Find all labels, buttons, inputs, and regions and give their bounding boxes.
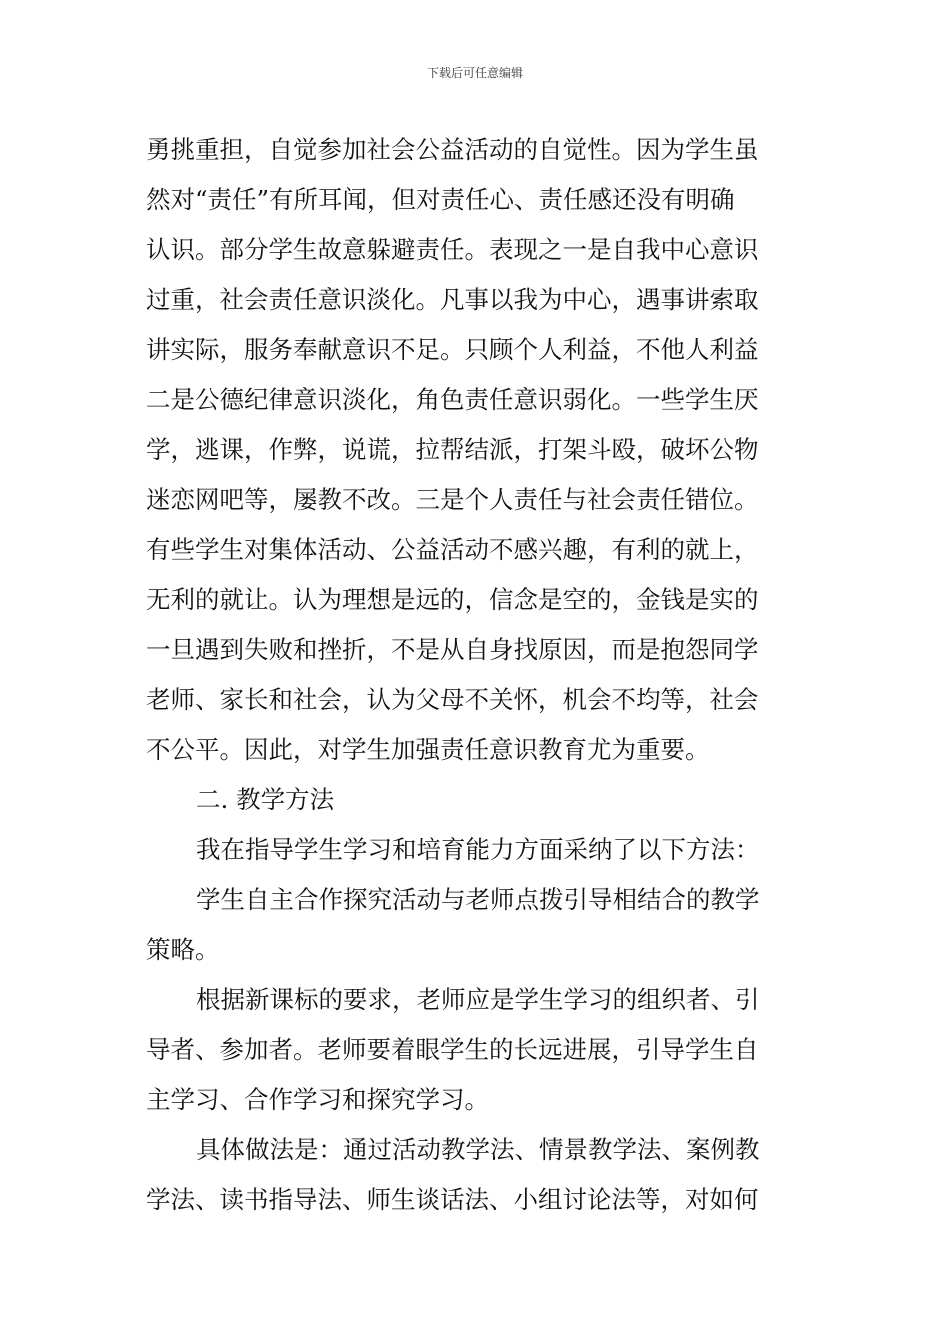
text-line: 不公平。因此，对学生加强责任意识教育尤为重要。 — [146, 735, 710, 764]
text-line: 一旦遇到失败和挫折，不是从自身找原因，而是抱怨同学 — [146, 635, 759, 664]
text-line: 认识。部分学生故意躲避责任。表现之一是自我中心意识 — [146, 235, 759, 264]
text-line: 勇挑重担，自觉参加社会公益活动的自觉性。因为学生虽 — [146, 135, 759, 164]
text-line: 老师、家长和社会，认为父母不关怀，机会不均等，社会 — [146, 685, 759, 714]
text-line: 有些学生对集体活动、公益活动不感兴趣，有利的就上， — [146, 535, 759, 564]
text-line: 学，逃课，作弊，说谎，拉帮结派，打架斗殴，破坏公物 — [146, 435, 759, 464]
text-line: 讲实际，服务奉献意识不足。只顾个人利益，不他人利益 — [146, 335, 759, 364]
text-line: 无利的就让。认为理想是远的，信念是空的，金钱是实的 — [146, 585, 759, 614]
text-line: 具体做法是：通过活动教学法、情景教学法、案例教 — [196, 1135, 760, 1164]
text-line: 学生自主合作探究活动与老师点拨引导相结合的教学 — [196, 885, 760, 914]
document-body — [146, 125, 816, 1225]
page-header-note: 下载后可任意编辑 — [426, 66, 523, 80]
text-line: 学法、读书指导法、师生谈话法、小组讨论法等，对如何 — [146, 1185, 759, 1214]
text-line: 过重，社会责任意识淡化。凡事以我为中心，遇事讲索取 — [146, 285, 759, 314]
text-line: 导者、参加者。老师要着眼学生的长远进展，引导学生自 — [146, 1035, 759, 1064]
text-line: 二是公德纪律意识淡化，角色责任意识弱化。一些学生厌 — [146, 385, 759, 414]
section-heading: 二. 教学方法 — [196, 785, 335, 814]
text-line: 我在指导学生学习和培育能力方面采纳了以下方法： — [196, 835, 760, 864]
text-line: 策略。 — [146, 935, 220, 964]
text-line: 然对“责任”有所耳闻，但对责任心、责任感还没有明确 — [146, 185, 735, 214]
text-line: 根据新课标的要求，老师应是学生学习的组织者、引 — [196, 985, 760, 1014]
text-line: 主学习、合作学习和探究学习。 — [146, 1085, 489, 1114]
text-line: 迷恋网吧等，屡教不改。三是个人责任与社会责任错位。 — [146, 485, 759, 514]
